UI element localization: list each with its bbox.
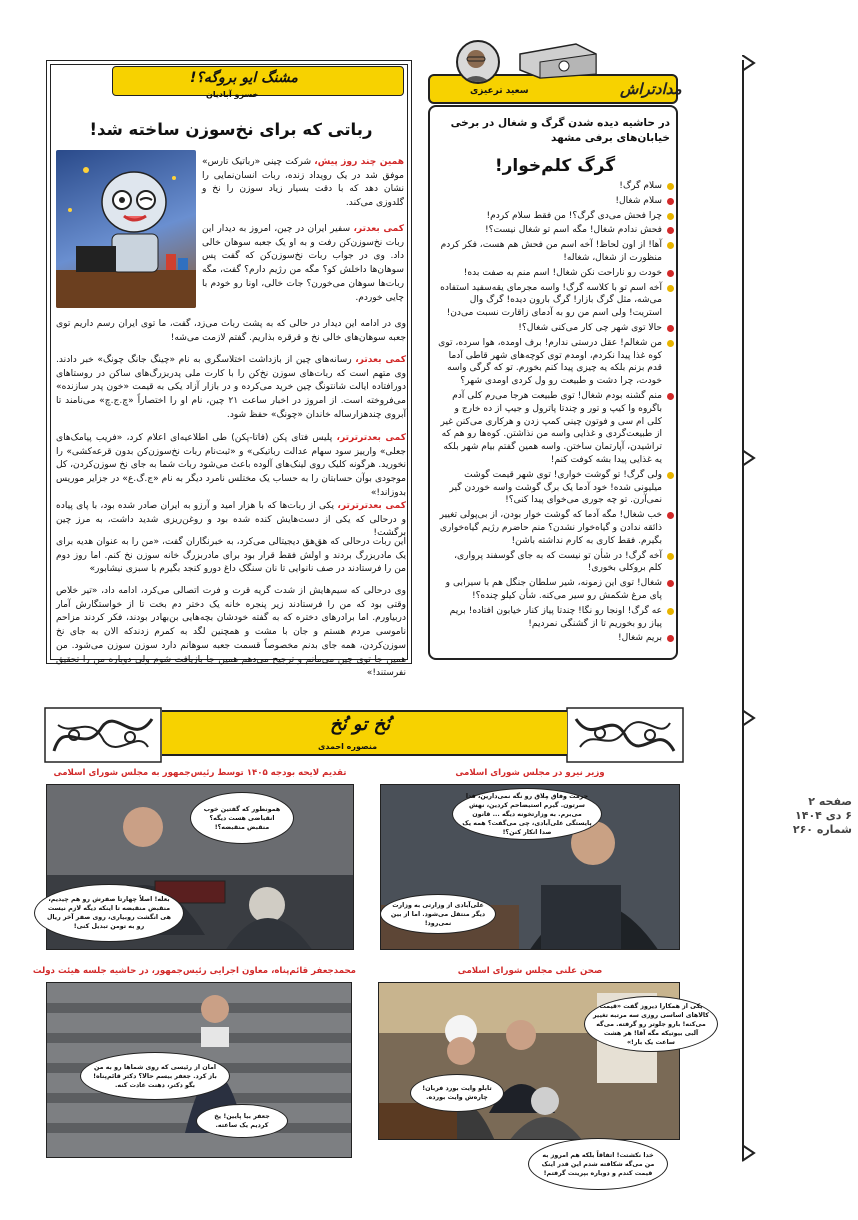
article-paragraph-4: کمی بعدتر، رسانه‌های چین از بازداشت اختلاسگری به نام «چینگ جانگ چونگ» خبر دادند. وی متهم است که ربات‌های سوزن نخ‌کن را با کارت ملی پدربزرگ‌های ساکن در روستاهای دورافتاده ایالت شانتونگ چین خرید می‌کرده و در بازار آزاد یکی به قیمت «خون پدر سازنده» می‌فروخته است. از امروز در اخبار ساعت ۲۱ چین، نام او را اختصاراً «چ.ج.چ» می‌نامند تا آبروی چندهزارساله خاندان «چونگ» حفظ شود.	[56, 355, 407, 420]
dialogue-line: خودت رو ناراحت نکن شغال! اسم منم به صفت بده!	[438, 267, 674, 280]
dialogue-line: آخه گرگ! در شأن تو نیست که به جای گوسفند پرواری، کلم بروکلی بخوری!	[438, 550, 674, 576]
issue-date: ۶ دی ۱۴۰۴	[795, 809, 852, 822]
panel-4-caption: محمدجعفر قائم‌پناه، معاون اجرایی رئیس‌جمهور، در حاشیه جلسه هیئت دولت	[32, 966, 356, 976]
dialogue-line: شغال! توی این زمونه، شیر سلطان جنگل هم با سیرابی و پای مرغ شکمش رو سیر می‌کنه. شأن کیلو چنده؟!	[438, 577, 674, 603]
panel-4-bubble-2: جعفر بیا پایین! یخ کردیم یک ساعته.	[196, 1104, 288, 1138]
panel-2-bubble-2: بعله! اصلاً چهارتا صفرش رو هم چیدیم، منقبض منقبضه تا اینکه دیگه لازم نیست هی انگشت روبیاری، روی صفر آخر ریال رو به تومن تبدیل کنی!	[34, 884, 184, 942]
robot-sewing-illustration	[56, 150, 196, 308]
author-photo	[456, 40, 500, 84]
panel-2-bubble-1: همونطور که گفتین خوب انقباضی هست دیگه؟ منقبض منقبضه؟!	[190, 792, 294, 844]
panel-3-bubble-3: خدا نکشتت! اتفاقاً بلکه هم امروز به من می‌گه شکافته شدم این قدر اینک قیمت کندم و دوباره بپرینت گرفتم!	[528, 1138, 668, 1190]
dialogue-line: چرا فحش می‌دی گرگ؟! من فقط سلام کردم!	[438, 210, 674, 223]
dialogue-line: بریم شغال!	[438, 632, 674, 645]
article-paragraph-3: وی در ادامه این دیدار در حالی که به پشت ربات می‌زد، گفت، ما توی ایران رسم داریم توی جعبه سوهان‌های خالی نخ و قرقره بذاریم. گفتم لازمت می‌شه!	[56, 319, 406, 343]
panel-1-caption: وزیر نیرو در مجلس شورای اسلامی	[455, 768, 605, 778]
right-column-logo: مدادتراش	[620, 80, 682, 98]
panel-3-bubble-2: تابلو وایت بورد فربان! چاره‌ش وایت بورده.	[410, 1074, 504, 1112]
sharpener-icon	[512, 40, 602, 80]
panel-1-bubble-2: علی‌آبادی از وزارتی به وزارت دیگر منتقل می‌شود. اما از بین نمی‌رود!	[380, 894, 496, 934]
left-column-author: خسرو آبادیان	[206, 90, 259, 99]
panel-3-caption: صحن علنی مجلس شورای اسلامی	[457, 966, 603, 976]
article-paragraph-5: کمی بعدترترتر، پلیس فتای پکن (فاتا-پکن) طی اطلاعیه‌ای اعلام کرد، «فریب پیامک‌های جعلی» وارییز سود سهام عدالت رباتیکی» و «ثبت‌نام ربات نخ‌سوزن‌کن بدون قرعه‌کشی» را نخورید. هرگونه کلیک روی لینک‌های آلوده باعث می‌شود ربات شما به جای نخ سوزن‌کردن، کل موجودی بوآن حسابتان را به حساب یک مختلس نامرد دیگر به نام «ج.گ.ع» در جزایر موریس بدوزاند!»	[56, 433, 406, 498]
article-paragraph-7: این ربات درحالی که هق‌هق دیجیتالی می‌کرد، به خبرنگاران گفت، «من را به عنوان هدیه برای یک مادربزرگ بردند و اولش فقط قرار بود برای مادربزرگ خانه سوزن نخ کنم. اما روز دوم من را فرستادند در صف نانوایی تا نان سنگک داغ دورو کنجد بگیرم با سبزی نیشابور»	[56, 537, 406, 575]
panel-1-bubble-1: حرمت وفاق مِلاق رو نگه نمی‌دارین، فدا سرتون. گیرم استیضاحم کردین، نهش می‌برم. به وزارتخونه دیگه ... قانون پایستگی علی‌آبادی، چی می‌گفت؟ همه یک صدا انکار کنن؟!	[452, 788, 602, 840]
page-meta	[752, 795, 852, 837]
left-column-logo: مشنگ ایو بروگه؟!	[190, 70, 298, 86]
bottom-logo: نُخ تو نُخ	[330, 714, 391, 735]
page-number: صفحه ۲	[808, 795, 852, 808]
ornament-right	[566, 707, 684, 763]
issue-number: شماره ۲۶۰	[792, 823, 852, 836]
panel-2-caption: تقدیم لایحه بودجه ۱۴۰۵ توسط رئیس‌جمهور به مجلس شورای اسلامی	[53, 768, 347, 778]
right-column-subtitle: در حاشیه دیده شدن گرگ و شغال در برخی خیابان‌های برفی مشهد	[450, 117, 670, 144]
article-paragraph-6: کمی بعدترترتر، یکی از ربات‌ها که با هزار امید و آرزو به ایران صادر شده بود، با پای پیاده و درحالی که یکی از دست‌هایش کنده شده بود و روغن‌ریزی شدید داشت، به مرز چین برگشت!	[56, 501, 406, 539]
dialogue-line: منم گشنه بودم شغال! توی طبیعت هرجا می‌رم کلی آدم باگروه وا کیپ و تور و چندتا پاترول و جیپ از ده خارج و کلی ام سی و فوتون چینی کمپ زدن و هرکاری می‌کنن غیر از طبیعت‌گردی و غذایی واسه من نذاشتن. کوه‌ها رو هم که تراشیدن، آپارتمان ساختن. واسه همین گفتم بیام شهر بلکه یه غذایی پیدا بشه کوفت کنم!	[438, 390, 674, 467]
right-column-title: گرگ کلم‌خوار!	[494, 156, 616, 176]
article-title: رباتی که برای نخ‌سوزن ساخته شد!	[89, 120, 373, 139]
article-paragraph-1: همین چند روز پیش، شرکت چینی «رباتیک تارس» موفق شد در یک رویداد زنده، ربات انسان‌نمایی را نشان دهد که با دقت بسیار زیاد سوزن را نخ و گلدوزی می‌کند.	[202, 157, 404, 209]
panel-4-bubble-1: امان از رئیسی که روی شماها رو به من باز کرد. جعفر بیسم حالا؟ دکتر قائم‌پناه! بگو دکتر، دهنت عادت کنه.	[80, 1052, 230, 1100]
dialogue-line: آها! از اون لحاظ! آخه اسم من فحش هم هست، فکر کردم منظورت از شغال، شغاله!	[438, 239, 674, 265]
dialogue-line: آخه اسم تو با کلاسه گرگ! واسه مجرمای یقه‌سفید استفاده می‌شه، مثل گرگ بازار! گرگ بارون دیده! گرگ وال استریت! ولی اسم من رو به آدمای زاقارت نسبت می‌دن!	[438, 282, 674, 320]
dialogue-line: سلام گرگ!	[438, 180, 674, 193]
dialogue-line: فحش ندادم شغال! مگه اسم تو شغال نیست؟!	[438, 224, 674, 237]
dialogue-line: حالا توی شهر چی کار می‌کنی شغال؟!	[438, 322, 674, 335]
dialogue-line: خب شغال! مگه آدما که گوشت خوار بودن، از بی‌پولی تغییر ذائقه ندادن و گیاه‌خوار نشدن؟ منم حاضرم رژیم گیاه‌خواری بگیرم. فقط کاری به کارم نداشته باشن!	[438, 509, 674, 547]
article-paragraph-8: وی درحالی که سیم‌هایش از شدت گریه قرت و فرت اتصالی می‌کرد، ادامه داد، «تیر خلاص وقتی بود که من را فرستادند زیر پنجره خانه یک دختر دم بخت تا از خواستگارش آمار دربیاورم. اما برادرهای دختره که به گفته خودشان بچه‌هایی بن‌بهادر بودند، فکر کردند مزاحم ناموسی مردم هستم و جان با مشت و همچنین لگد به کمرم زدندکه الان به جای نخ سوزن‌کردن، همه جای بدنم مخصوصاً قسمت جعبه سوهانم دارد سوزن سوزن می‌شود. من همین جا توی چین می‌مانم و ترجیح می‌دهم همین جا بازیافت شوم ولی دوباره من را تحقیق نفرستند!»	[56, 586, 406, 679]
dialogue-line: ولی گرگ! تو گوشت خواری! توی شهر قیمت گوشت میلیونی شده! خود آدما یک برگ گوشت واسه خوردن گیر نمی‌آرن. تو چه جوری می‌خوای پیدا کنی؟!	[438, 469, 674, 507]
dialogue-line: من شغالم! عقل درستی ندارم! برف اومده، هوا سرده، توی کوه غذا پیدا نکردم، اومدم توی کوچه‌های شهر قاطی آدما قدم بزنم بلکه یه چیزی پیدا کنم بخورم. تو که گرگی واسه خودت، چرا دشت و طبیعت رو ول کردی اومدی شهر؟	[438, 337, 674, 388]
dialogue-list	[438, 180, 674, 647]
article-paragraph-2: کمی بعدتر، سفیر ایران در چین، امروز به دیدار این ربات نخ‌سوزن‌کن رفت و به او یک جعبه سوهان خالی داد. وی در جواب ربات نخ‌سوزن‌کن که گفت پس سوهان‌ها داخلش کو؟ مگه من رژیم دارم؟ گفت، مگه ربات‌ها سوهان می‌خورن؟ جات خالی، اونا رو خودم با چایی خوردم.	[202, 224, 404, 303]
panel-3-bubble-1: یکی از همکارا دیروز گفت «قیمت کالاهای اساسی روزی سه مرتبه تغییر می‌کنه! بارو جلوتر رو گرفته. می‌گه آلبی بیوتیکه مگه آقا! هر هشت ساعت یک بار!»	[584, 996, 718, 1052]
dialogue-line: عه گرگ! اونجا رو نگا! چندتا پیاز کنار خیابون افتاده! بریم پیاز رو بخوریم تا از گشنگی نمردیم!	[438, 605, 674, 631]
dialogue-line: سلام شغال!	[438, 195, 674, 208]
right-column-author: سعید ترعیزی	[470, 86, 529, 96]
ornament-left	[44, 707, 162, 763]
page-edge-notches	[742, 55, 758, 1165]
bottom-author: منصوره احمدی	[318, 742, 378, 751]
